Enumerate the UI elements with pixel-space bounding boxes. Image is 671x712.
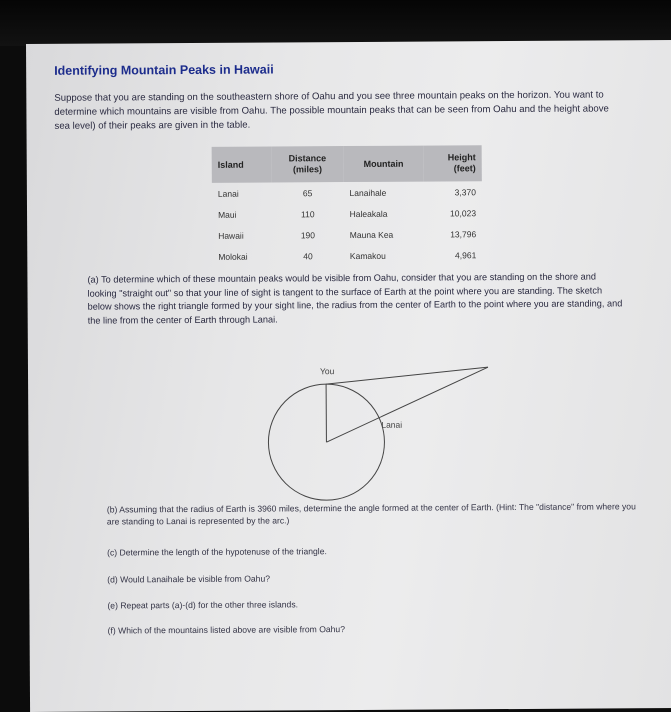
worksheet-page — [26, 40, 671, 712]
cell-distance: 190 — [272, 224, 344, 245]
mountain-peaks-table — [212, 145, 483, 267]
sight-line — [326, 367, 488, 384]
cell-mountain: Haleakala — [344, 203, 425, 224]
cell-island: Maui — [212, 204, 272, 225]
cell-height: 13,796 — [424, 223, 482, 244]
question-e: (e) Repeat parts (a)-(d) for the other three islands. — [107, 598, 298, 611]
header-distance-line2: (miles) — [278, 164, 338, 175]
question-c: (c) Determine the length of the hypotenuse of the triangle. — [107, 545, 327, 558]
table-row — [212, 223, 482, 246]
question-f: (f) Which of the mountains listed above are visible from Oahu? — [108, 623, 345, 636]
question-b: (b) Assuming that the radius of Earth is 3960 miles, determine the angle formed at the center of Earth. (Hint: The "distance" from where you are standing to Lanai is represented by the arc.) — [107, 500, 637, 527]
cell-island: Hawaii — [212, 225, 272, 246]
cell-height: 10,023 — [424, 202, 482, 223]
cell-distance: 110 — [272, 203, 344, 224]
header-height-line1: Height — [430, 152, 476, 163]
header-distance-line1: Distance — [278, 153, 338, 164]
table-header-row — [212, 145, 482, 183]
table-row — [212, 181, 482, 204]
cell-island: Molokai — [212, 246, 272, 267]
earth-triangle-diagram — [248, 351, 509, 513]
you-label: You — [320, 366, 335, 376]
table-row — [212, 202, 482, 225]
hypotenuse-line — [326, 367, 488, 442]
header-distance — [271, 146, 343, 182]
cell-height: 4,961 — [424, 244, 482, 265]
lanai-label: Lanai — [381, 420, 402, 430]
question-d: (d) Would Lanaihale be visible from Oahu? — [107, 573, 270, 586]
part-a-paragraph: (a) To determine which of these mountain peaks would be visible from Oahu, consider that you are standing on the shore and looking "straight out" so that your line of sight is tangent to the surface of Earth at the point where you are standing. The sketch below shows the right triangle formed by your sight line, the radius from the center of Earth to the point where you are standing, and the line from the center of Earth through Lanai. — [87, 270, 627, 327]
cell-height: 3,370 — [424, 181, 482, 202]
table-row — [212, 244, 482, 267]
cell-mountain: Lanaihale — [343, 182, 424, 203]
cell-distance: 65 — [272, 182, 344, 203]
intro-paragraph: Suppose that you are standing on the southeastern shore of Oahu and you see three mountain peaks on the horizon. You want to determine which mountains are visible from Oahu. The possible mountain peaks that can be seen from Oahu and the height above sea level) of their peaks are given in the table. — [54, 88, 614, 133]
cell-distance: 40 — [272, 245, 344, 266]
header-height — [424, 145, 482, 181]
page-title: Identifying Mountain Peaks in Hawaii — [54, 62, 274, 77]
cell-island: Lanai — [212, 183, 272, 204]
header-mountain: Mountain — [343, 146, 424, 182]
cell-mountain: Mauna Kea — [344, 224, 425, 245]
header-height-line2: (feet) — [430, 163, 476, 174]
dark-background — [0, 0, 671, 46]
cell-mountain: Kamakou — [344, 245, 425, 266]
header-island: Island — [212, 147, 272, 183]
